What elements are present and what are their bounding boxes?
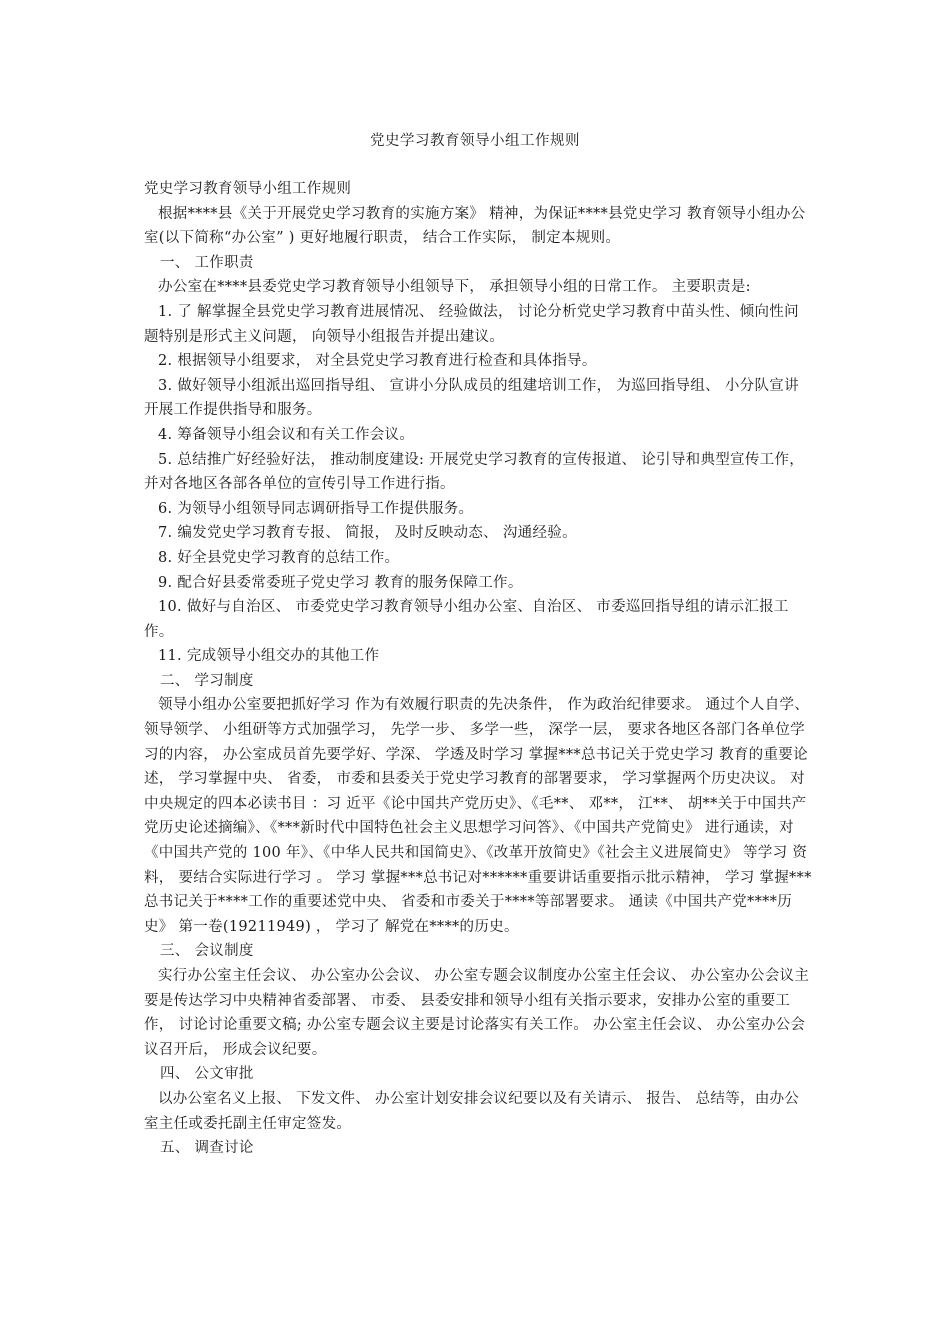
section-heading-documents: 四、 公文审批 xyxy=(160,1066,254,1083)
section-heading-duties: 一、 工作职责 xyxy=(160,254,254,271)
list-item: 5. 总结推广好经验好法， 推动制度建设: 开展党史学习教育的宣传报道、 论引导和典型宣传工作， 并对各地区各部各单位的宣传引导工作进行指。 xyxy=(144,451,805,493)
document-body xyxy=(144,177,812,1161)
document-subtitle: 党史学习教育领导小组工作规则 xyxy=(144,181,352,197)
section-heading-study: 二、 学习制度 xyxy=(160,672,254,689)
paragraph: 实行办公室主任会议、 办公室办公会议、 办公室专题会议制度办公室主任会议、 办公室办公会议主要是传达学习中央精神省委部署、 市委、 县委安排和领导小组有关指示要求，安排办公室的重要工作， 讨论讨论重要文稿; 办公室专题会议主要是讨论落实有关工作。 办公室主任会议、 办公室办公会议召开后， 形成会议纪要。 xyxy=(144,968,810,1058)
list-item: 10. 做好与自治区、 市委党史学习教育领导小组办公室、自治区、 市委巡回指导组的请示汇报工作。 xyxy=(144,599,789,640)
section-heading-meetings: 三、 会议制度 xyxy=(160,943,254,960)
list-item: 3. 做好领导小组派出巡回指导组、 宣讲小分队成员的组建培训工作， 为巡回指导组、 小分队宣讲开展工作提供指导和服务。 xyxy=(144,377,799,419)
paragraph: 领导小组办公室要把抓好学习 作为有效履行职责的先决条件， 作为政治纪律要求。 通过个人自学、 领导领学、 小组研等方式加强学习， 先学一步、 多学一些， 深学一层， 要求各地区各部门各单位学习的内容， 办公室成员首先要学好、学深、 学透及时学习 掌握***总书记关于党史学习 教育的重要论述， 学习掌握中央、 省委， 市委和县委关于党史学习教育的部署要求， 学习掌握两个历史决议。 对中央规定的四本必读书目 ：习 近平《论中国共产党历史》、《毛**、 邓**， 江**、 胡**关于中国共产党历史论述摘编》、《***新时代中国特色社会主义思想学习问答》、《中国共产党简史》 进行通读，对《中国共产党的 100 年》、《中华人民共和国简史》、《改革开放简史》《社会主义进展简史》 等学习 资料， 要结合实际进行学习 。 学习 掌握***总书记对******重要讲话重要指示批示精神， 学习 掌握***总书记关于****工作的重要述党中央、 省委和市委关于****等部署要求。 通读《中国共产党****历史》 第一卷(19211949) ， 学习了 解党在****的历史。 xyxy=(144,697,812,935)
intro-paragraph: 根据****县《关于开展党史学习教育的实施方案》 精神，为保证****县党史学习 教育领导小组办公室(以下简称“办公室” ) 更好地履行职责， 结合工作实际， 制定本规则。 xyxy=(144,205,806,247)
section-heading-research: 五、 调查讨论 xyxy=(160,1140,254,1157)
list-item: 9. 配合好县委常委班子党史学习 教育的服务保障工作。 xyxy=(158,574,523,591)
list-item: 2. 根据领导小组要求， 对全县党史学习教育进行检查和具体指导。 xyxy=(158,353,597,370)
list-item: 11. 完成领导小组交办的其他工作 xyxy=(158,648,380,665)
list-item: 7. 编发党史学习教育专报、 简报， 及时反映动态、 沟通经验。 xyxy=(158,525,577,542)
paragraph: 办公室在****县委党史学习教育领导小组领导下， 承担领导小组的日常工作。 主要职责是: xyxy=(158,279,751,296)
list-item: 4. 筹备领导小组会议和有关工作会议。 xyxy=(158,426,415,443)
list-item: 6. 为领导小组领导同志调研指导工作提供服务。 xyxy=(158,500,474,517)
list-item: 1. 了 解掌握全县党史学习教育进展情况、 经验做法， 讨论分析党史学习教育中苗头性、倾向性问题特别是形式主义问题， 向领导小组报告并提出建议。 xyxy=(144,303,799,345)
paragraph: 以办公室名义上报、 下发文件、 办公室计划安排会议纪要以及有关请示、 报告、 总结等，由办公室主任或委托副主任审定签发。 xyxy=(144,1090,800,1132)
page-title: 党史学习教育领导小组工作规则 xyxy=(370,133,580,149)
list-item: 8. 好全县党史学习教育的总结工作。 xyxy=(158,549,400,566)
